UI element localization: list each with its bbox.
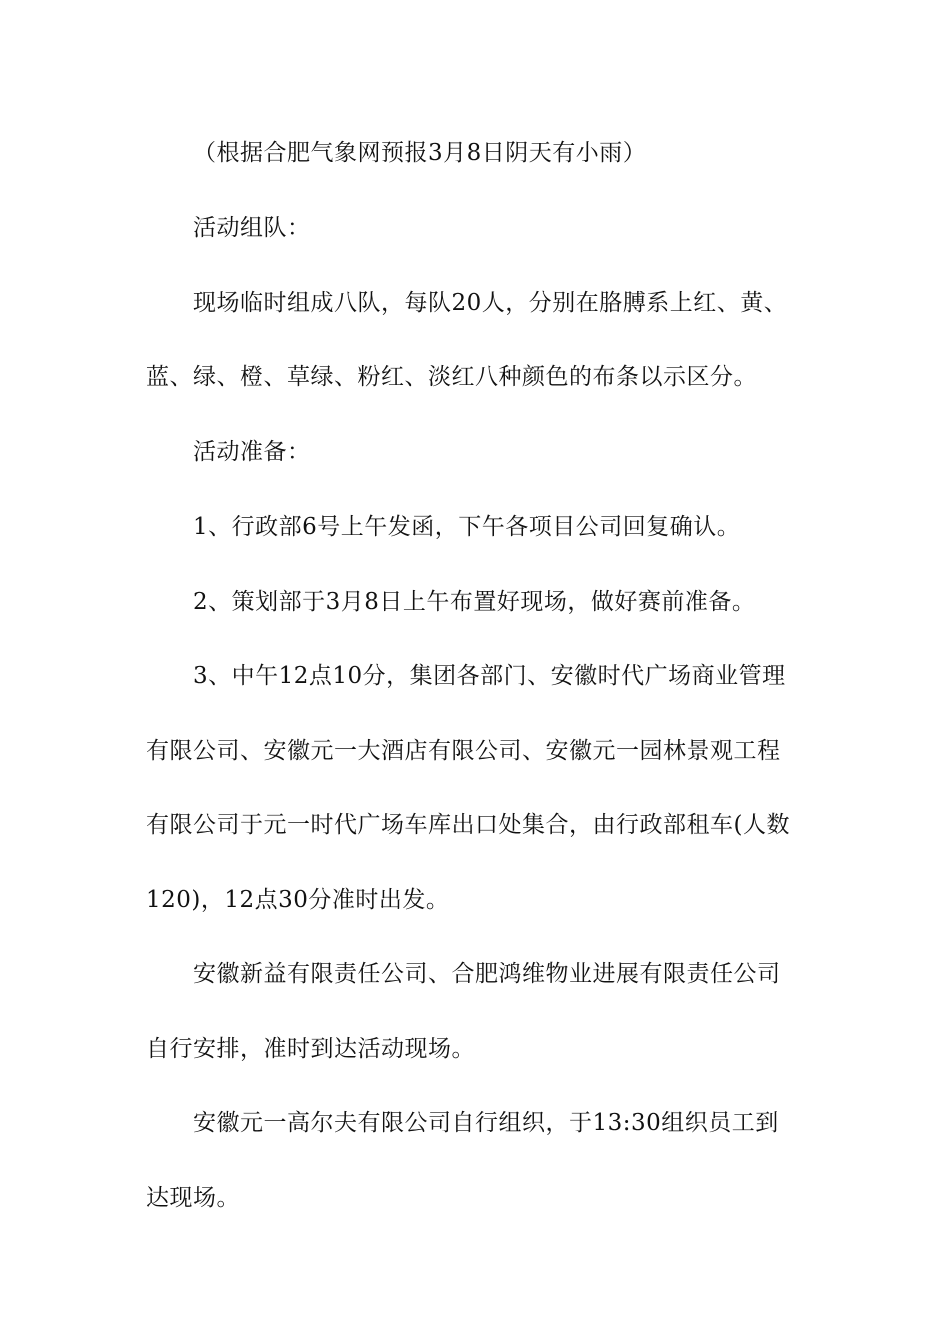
preparation-item-3-line-3: 有限公司于元一时代广场车库出口处集合，由行政部租车(人数 bbox=[146, 812, 790, 838]
preparation-item-3-line-1: 3、中午12点10分，集团各部门、安徽时代广场商业管理 bbox=[193, 663, 786, 689]
golf-paragraph-line-2: 达现场。 bbox=[146, 1185, 240, 1211]
golf-paragraph-line-1: 安徽元一高尔夫有限公司自行组织，于13:30组织员工到 bbox=[193, 1110, 779, 1136]
xinyi-paragraph-line-1: 安徽新益有限责任公司、合肥鸿维物业进展有限责任公司 bbox=[193, 961, 781, 987]
team-paragraph-line-2: 蓝、绿、橙、草绿、粉红、淡红八种颜色的布条以示区分。 bbox=[146, 364, 757, 390]
xinyi-paragraph-line-2: 自行安排，准时到达活动现场。 bbox=[146, 1036, 475, 1062]
weather-note: （根据合肥气象网预报3月8日阴天有小雨） bbox=[193, 140, 647, 166]
preparation-heading: 活动准备： bbox=[193, 439, 311, 465]
preparation-item-1: 1、行政部6号上午发函，下午各项目公司回复确认。 bbox=[193, 514, 741, 540]
preparation-item-2: 2、策划部于3月8日上午布置好现场，做好赛前准备。 bbox=[193, 589, 756, 615]
team-heading: 活动组队： bbox=[193, 215, 311, 241]
preparation-item-3-line-4: 120)，12点30分准时出发。 bbox=[146, 887, 450, 913]
team-paragraph-line-1: 现场临时组成八队，每队20人，分别在胳膊系上红、黄、 bbox=[193, 290, 788, 316]
preparation-item-3-line-2: 有限公司、安徽元一大酒店有限公司、安徽元一园林景观工程 bbox=[146, 738, 781, 764]
